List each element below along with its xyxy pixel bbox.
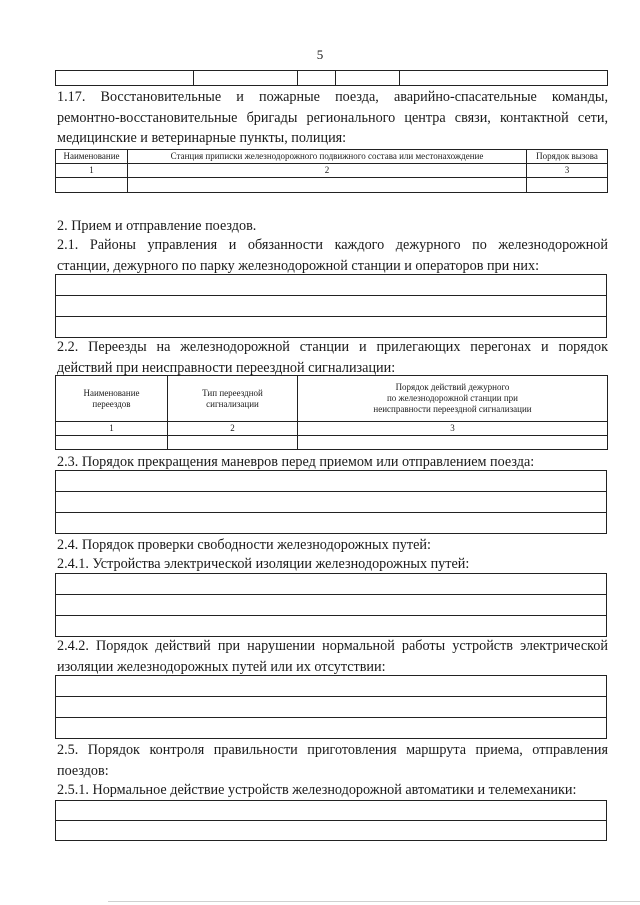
- section-2-2: [57, 337, 608, 378]
- text-line: 2.4.1. Устройства электрической изоляции железнодорожных путей:: [57, 556, 470, 572]
- text-line: 2.2. Переезды на железнодорожной станции и прилегающих перегонах и порядок: [57, 339, 608, 355]
- table-cell: [56, 718, 607, 739]
- number-cell: 3: [298, 422, 608, 436]
- text-line: 2.4. Порядок проверки свободности железнодорожных путей:: [57, 537, 431, 553]
- text-line: 2. Прием и отправление поездов.: [57, 218, 257, 234]
- header-text: Тип переездной: [202, 387, 263, 398]
- header-text: переездов: [92, 398, 131, 409]
- number-cell: 1: [56, 422, 168, 436]
- table-cell: [56, 676, 607, 697]
- header-text: неисправности переездной сигнализации: [373, 404, 532, 414]
- table-row: [56, 697, 607, 718]
- table-row: [56, 513, 607, 534]
- page-number: 5: [316, 47, 324, 62]
- section-2-4-1: [57, 554, 608, 575]
- text-line: изоляции железнодорожных путей или их отсутствии:: [57, 658, 386, 675]
- table-cell: [56, 574, 607, 595]
- table-row: [56, 574, 607, 595]
- text-line: поездов:: [57, 762, 109, 779]
- table-row: [56, 71, 608, 86]
- table-row: [56, 676, 607, 697]
- table-row: [56, 471, 607, 492]
- header-cell: Станция приписки железнодорожного подвижного состава или местонахождение: [128, 150, 527, 164]
- section-2-4-2: [57, 636, 608, 677]
- table-2-5-1: [55, 800, 607, 841]
- table-row: [56, 595, 607, 616]
- header-text: Наименование: [83, 387, 140, 398]
- section-2-5: [57, 740, 608, 781]
- scan-edge: [108, 901, 640, 902]
- table-cell: [56, 436, 168, 450]
- table-row: [56, 821, 607, 841]
- table-row: [56, 296, 607, 317]
- table-cell: [400, 71, 608, 86]
- header-text: сигнализации: [206, 398, 259, 409]
- table-row: [56, 801, 607, 821]
- table-2-4-1: [55, 573, 607, 637]
- table-header-row: [56, 376, 608, 422]
- text-line: действий при неисправности переездной сигнализации:: [57, 359, 396, 376]
- table-row: [56, 616, 607, 637]
- table-row: [56, 275, 607, 296]
- number-cell: 2: [128, 164, 527, 178]
- text-line: 1.17. Восстановительные и пожарные поезда, аварийно-спасательные команды,: [57, 89, 608, 105]
- table-row: [56, 178, 608, 193]
- table-cell: [56, 492, 607, 513]
- table-cell: [56, 697, 607, 718]
- header-cell: [56, 376, 168, 422]
- table-cell: [56, 317, 607, 338]
- table-cell: [56, 71, 194, 86]
- table-cell: [56, 275, 607, 296]
- table-header-row: [56, 150, 608, 164]
- table-cell: [56, 801, 607, 821]
- section-2-5-1: [57, 780, 608, 801]
- table-cell: [56, 178, 128, 193]
- table-cell: [56, 595, 607, 616]
- table-cell: [56, 471, 607, 492]
- section-1-17: [57, 87, 608, 149]
- table-cell: [56, 513, 607, 534]
- continuation-table: [55, 70, 608, 86]
- table-number-row: [56, 422, 608, 436]
- table-2-1: [55, 274, 607, 338]
- table-cell: [298, 436, 608, 450]
- text-line: станции, дежурного по парку железнодорожной станции и операторов при них:: [57, 257, 540, 274]
- table-row: [56, 436, 608, 450]
- table-number-row: [56, 164, 608, 178]
- table-cell: [336, 71, 400, 86]
- table-cell: [128, 178, 527, 193]
- text-line: 2.5. Порядок контроля правильности приготовления маршрута приема, отправления: [57, 742, 608, 758]
- table-2-3: [55, 470, 607, 534]
- table-cell: [527, 178, 608, 193]
- table-1-17: [55, 149, 608, 193]
- text-line: 2.5.1. Нормальное действие устройств железнодорожной автоматики и телемеханики:: [57, 782, 577, 798]
- table-cell: [168, 436, 298, 450]
- header-cell: Наименование: [56, 150, 128, 164]
- table-cell: [298, 71, 336, 86]
- text-line: 2.1. Районы управления и обязанности каждого дежурного по железнодорожной: [57, 237, 608, 253]
- table-2-2: [55, 375, 608, 450]
- table-cell: [56, 821, 607, 841]
- table-cell: [56, 616, 607, 637]
- table-cell: [56, 296, 607, 317]
- text-line: ремонтно-восстановительные бригады регионального центра связи, контактной сети,: [57, 109, 608, 126]
- header-text: по железнодорожной станции при: [386, 393, 518, 403]
- table-row: [56, 492, 607, 513]
- header-cell: Порядок вызова: [527, 150, 608, 164]
- section-2-1: [57, 235, 608, 276]
- header-text: Порядок действий дежурного: [395, 382, 510, 392]
- table-cell: [194, 71, 298, 86]
- table-row: [56, 718, 607, 739]
- table-2-4-2: [55, 675, 607, 739]
- table-row: [56, 317, 607, 338]
- section-2: [57, 216, 608, 237]
- section-2-4: [57, 535, 608, 556]
- number-cell: 3: [527, 164, 608, 178]
- text-line: 2.3. Порядок прекращения маневров перед приемом или отправлением поезда:: [57, 454, 535, 470]
- header-cell: [168, 376, 298, 422]
- text-line: медицинские и ветеринарные пункты, полиция:: [57, 130, 347, 146]
- text-line: 2.4.2. Порядок действий при нарушении нормальной работы устройств электрической: [57, 638, 608, 654]
- header-cell: [298, 376, 608, 422]
- number-cell: 1: [56, 164, 128, 178]
- number-cell: 2: [168, 422, 298, 436]
